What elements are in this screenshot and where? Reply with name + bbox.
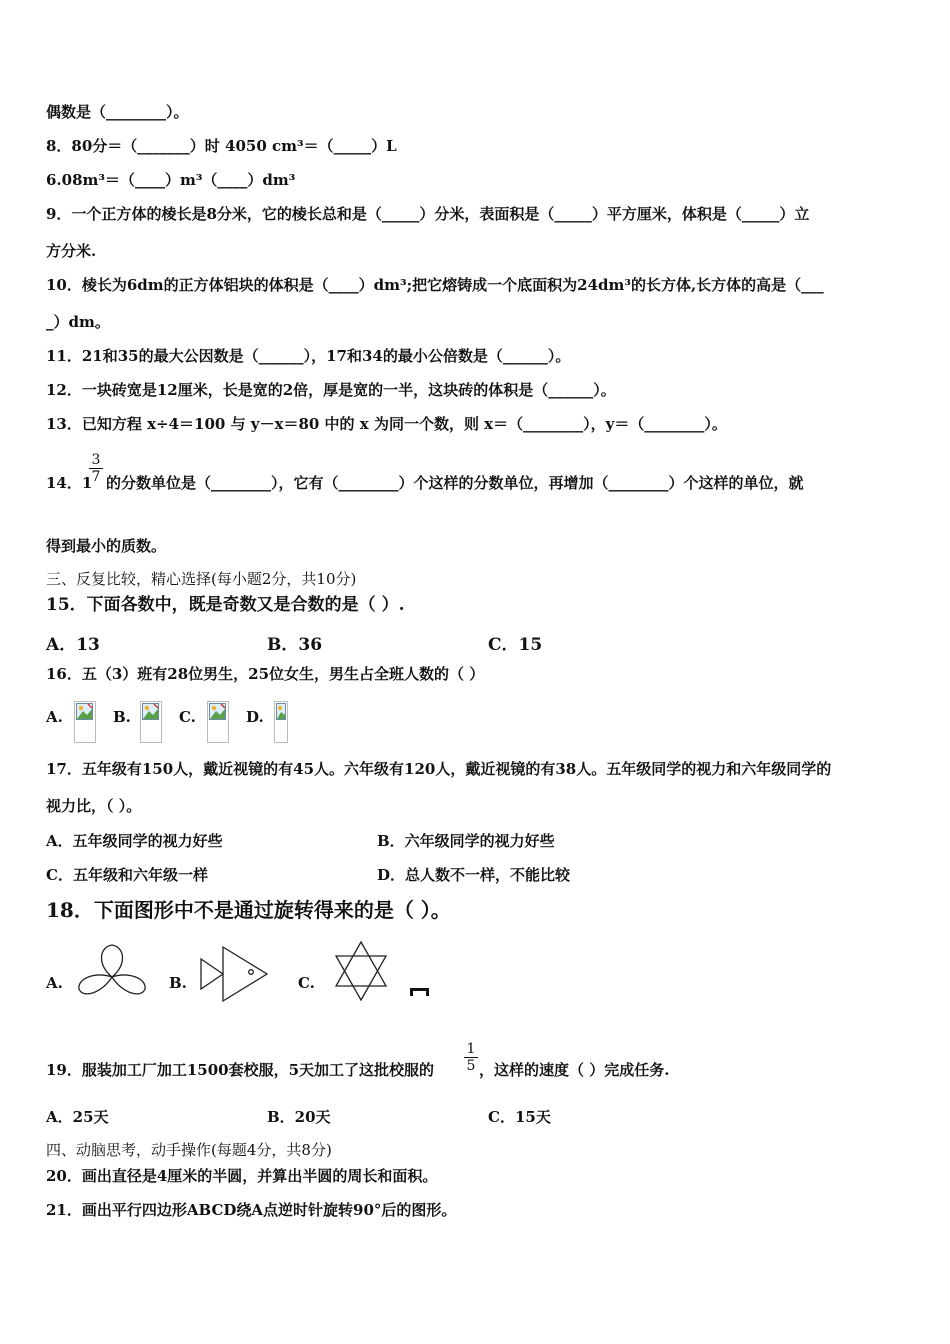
q15-option-c: C．15 xyxy=(488,635,543,655)
question-8-part2: 6.08m³＝（____）m³（____）dm³ xyxy=(46,171,296,189)
question-15: 15．下面各数中，既是奇数又是合数的是（ ）. xyxy=(46,595,405,615)
q18-option-b: B. xyxy=(169,974,187,992)
star-of-david-icon xyxy=(332,940,390,1002)
fraction-1-5 xyxy=(464,1041,478,1074)
broken-image-icon xyxy=(74,701,96,743)
fraction-denominator: 7 xyxy=(89,468,103,485)
question-21: 21．画出平行四边形ABCD绕A点逆时针旋转90°后的图形。 xyxy=(46,1201,457,1219)
q17-option-b: B．六年级同学的视力好些 xyxy=(377,832,555,850)
question-14: 的分数单位是（________），它有（________）个这样的分数单位，再增加（________）个这样的单位，就 xyxy=(106,474,804,492)
question-12: 12．一块砖宽是12厘米，长是宽的2倍，厚是宽的一半，这块砖的体积是（______）。 xyxy=(46,381,616,399)
q16-option-c: C. xyxy=(179,708,196,726)
question-9: 9．一个正方体的棱长是8分米，它的棱长总和是（_____）分米，表面积是（_____）平方厘米，体积是（_____）立 xyxy=(46,205,810,223)
question-14-cont: 得到最小的质数。 xyxy=(46,537,167,555)
broken-image-icon xyxy=(207,701,229,743)
question-10-cont: _）dm。 xyxy=(46,313,110,331)
q15-option-b: B．36 xyxy=(267,635,323,655)
fraction-3-7 xyxy=(89,452,103,485)
question-14-prefix: 14．1 xyxy=(46,474,93,492)
question-19-prefix: 19．服装加工厂加工1500套校服，5天加工了这批校服的 xyxy=(46,1061,435,1079)
q16-option-a: A. xyxy=(46,708,63,726)
question-11: 11．21和35的最大公因数是（______），17和34的最小公倍数是（______）。 xyxy=(46,347,571,365)
question-8: 8．80分＝（_______）时 4050 cm³＝（_____）L xyxy=(46,137,397,155)
question-10: 10．棱长为6dm的正方体铝块的体积是（____）dm³;把它熔铸成一个底面积为24dm³的长方体,长方体的高是（___ xyxy=(46,276,824,294)
section-3-heading: 三、反复比较，精心选择(每小题2分，共10分) xyxy=(46,570,357,588)
q18-option-c: C. xyxy=(298,974,315,992)
q15-option-a: A．13 xyxy=(46,635,100,655)
question-16: 16．五（3）班有28位男生，25位女生，男生占全班人数的（ ） xyxy=(46,665,485,683)
fish-shape-icon xyxy=(199,945,271,1003)
question-19: ，这样的速度（ ）完成任务. xyxy=(479,1061,670,1079)
q19-option-c: C．15天 xyxy=(488,1108,551,1126)
question-17-cont: 视力比，（ ）。 xyxy=(46,797,142,815)
q19-option-b: B．20天 xyxy=(267,1108,331,1126)
q17-option-c: C．五年级和六年级一样 xyxy=(46,866,208,884)
question-20: 20．画出直径是4厘米的半圆，并算出半圆的周长和面积。 xyxy=(46,1167,438,1185)
q17-option-d: D．总人数不一样，不能比较 xyxy=(377,866,571,884)
q16-option-b: B. xyxy=(113,708,131,726)
section-4-heading: 四、动脑思考，动手操作(每题4分，共8分) xyxy=(46,1141,332,1159)
question-18: 18．下面图形中不是通过旋转得来的是（ ）。 xyxy=(46,898,451,922)
three-petal-flower-icon xyxy=(77,943,147,1003)
fraction-numerator: 1 xyxy=(466,1041,476,1057)
question-17: 17．五年级有150人，戴近视镜的有45人。六年级有120人，戴近视镜的有38人。五年级同学的视力和六年级同学的 xyxy=(46,760,832,778)
line-even-number: 偶数是（________）。 xyxy=(46,103,189,121)
broken-image-icon xyxy=(140,701,162,743)
broken-image-icon xyxy=(274,701,288,743)
question-9-cont: 方分米. xyxy=(46,242,97,260)
q18-option-a: A. xyxy=(46,974,63,992)
text-cursor-icon xyxy=(410,988,429,996)
question-13: 13．已知方程 x÷4＝100 与 y－x＝80 中的 x 为同一个数，则 x＝（________），y＝（________）。 xyxy=(46,415,727,433)
q16-option-d: D. xyxy=(246,708,264,726)
fraction-numerator: 3 xyxy=(91,452,101,468)
fraction-denominator: 5 xyxy=(464,1057,478,1074)
q19-option-a: A．25天 xyxy=(46,1108,109,1126)
q17-option-a: A．五年级同学的视力好些 xyxy=(46,832,223,850)
